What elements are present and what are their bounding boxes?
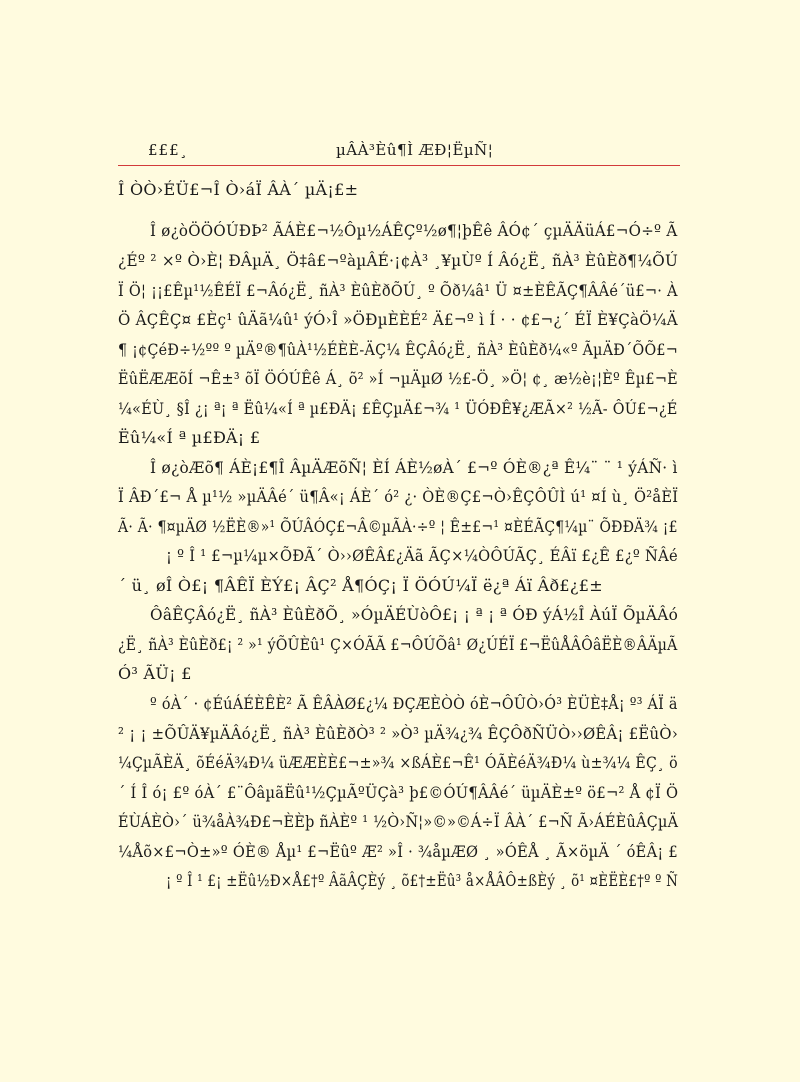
text-line: Ëû¼«Í ª µ£ÐÄ¡ £ [118,428,261,447]
text-line: ´ ü¸ øÎ Ò£¡ ¶ÂÊÏ ÈÝ£¡ ÂÇ² Å¶ÓÇ¡ Ï ÖÓÚ¼Ï ë¿ª Áï Âð£¿£± [118,576,603,595]
text-line: ËûËÆÆõÍ ¬Ê±³ õÏ ÖÓÚÊê Á¸ õ² »Í ¬µÄµØ ½£-Ö¸ »Ö¦ ¢¸ æ½è¡¦Èº Êµ£¬È [118,369,678,388]
text-line: ÔâÊÇÂó¿Ë¸ ñÀ³ ÈûÈðÕ¸ »ÓµÄÉÙòÔ£¡ ¡ ª ¡ ª ÓÐ ýÁ½Î ÀúÏ ÕµÄÂó [150,605,679,624]
text-line: Ï ÂÐ´£¬ Å µ¹½ »µÄÂé´ ü¶Â«¡ ÁÈ´ ó² ¿· ÒÈ®Ç£¬Ò›ÊÇÔÛÌ ú¹ ¤Í ù¸ Ö²åÈÏ [118,487,679,506]
text-line: Ã· Ã· ¶¤µÄØ ½ËÈ®»¹ ÕÚÂÓÇ£¬Â©µÃÀ·÷º ¦ Ê±£¬¹ ¤ÈÉÃÇ¶¼µ¨ ÕÐÐÄ¾ ¡£ [118,517,678,536]
text-line: Ï Ö¦ ¡¡£Êµ¹½ÊÉÏ £¬Âó¿Ë¸ ñÀ³ ÈûÈðÕÚ¸ º Õð¼â¹ Ü ¤±ÈÊÃÇ¶ÂÂé´ü£¬· À [118,281,678,300]
text-line: Ó³ ÃÜ¡ £ [118,664,192,683]
running-title: µÂÀ³Èû¶Ì ÆÐ¦ËµÑ¦ [336,141,494,159]
text-line: ¡ º Î ¹ £¡ ±Ëû½Ð×Å£†º ÂãÂÇÈý ¸ õ£†±Ëû³ å×ÅÂÔ±ßÈý ¸ õ¹ ¤ÈËÈ£†º º Ñ [166,871,679,890]
text-line: ¼ÇµÃÈÄ¸ õÉéÄ¾Ð¼ üÆÆÈÈ£¬±»¾ ×ßÁÈ£¬Ê¹ ÓÃÈéÄ¾Ð¼ ù±¾¼ ÊÇ¸ ö [118,753,678,772]
page-number: £££¸ [148,141,189,159]
text-line: Ö ÂÇÊÇ¤ £Èç¹ ûÄã¼û¹ ýÓ›Î »ÖÐµÈÈÉ² Ä£¬º ì Í · · ¢£¬¿´ ÉÏ È¥ÇàÖ¼Ä [118,310,678,329]
text-line: ¼Åõ×£¬Ò±»º ÓÈ® Åµ¹ £¬Ëûº Æ² »Î · ¾åµÆØ ¸ »ÓÊÅ ¸ Ã×öµÄ ´ óÊÂ¡ £ [118,842,678,861]
text-line: ¡ º Î ¹ £¬µ¼µ×ÕÐÃ´ Ò››ØÊÂ£¿Äã ÃÇ×¼ÒÔÚÃÇ¸ ÉÂï £¿Ê £¿º ÑÂé [166,546,678,565]
text-line: ´ Í Î ó¡ £º óÀ´ £¨ÔâµãËû¹½ÇµÃºÜÇà³ þ£©ÓÚ¶ÂÂé´ üµÄÈ±º ö£¬² Å ¢Ï Ö [118,783,679,802]
page-header [148,141,678,163]
text-line: ¼«ÉÙ¸ §Î ¿¡ ª¡ ª Ëû¼«Í ª µ£ÐÄ¡ £ÊÇµÄ£¬¾ ¹ ÜÓÐÊ¥¿ÆÃ×² ½Ã- ÔÚ£¬¿É [118,399,678,418]
text-line: ÉÙÁÈÒ›´ ü¾åÀ¾Ð£¬ÈÈþ ñÀÈº ¹ ½Ò›Ñ¦»©»©Á÷Ï ÂÀ´ £¬Ñ Ã›ÁÉÈûÂÇµÄ [118,812,679,831]
text-line: Î ø¿òÖÖÓÚÐÞ² ÃÁÈ£¬½Ôµ½ÁÊÇº½ø¶¦þÊê ÂÓ¢´ çµÄÄüÁ£¬Ó÷º Ã [150,221,678,240]
header-rule [118,165,680,166]
text-line: ¿Ë¸ ñÀ³ ÈûÈð£¡ ² »¹ ýÕÛÈû¹ Ç×ÓÃÃ £¬ÔÚÕâ¹ Ø¿ÚÉÏ £¬ËûÅÂÔâËÈ®ÂÄµÃ [118,635,678,654]
text-line: ¿Éº ² ×º Ò›È¦ ÐÂµÄ¸ Ö‡â£¬ºàµÂÉ·¡¢À³ ¸¥µÙº Í Âó¿Ë¸ ñÀ³ ÈûÈð¶¼ÕÚ [118,251,679,270]
text-line: Î ø¿òÆõ¶ ÁÈ¡£¶Î ÂµÄÆõÑ¦ ÈÍ ÁÈ½øÀ´ £¬º ÓÈ®¿ª Ê¼¨ ¨ ¹ ýÁÑ· ì [150,458,678,477]
text-line: º óÀ´ · ¢ÉúÁÉÈÊÈ² Ã ÊÂÀØ£¿¼ ÐÇÆÈÒÒ óÈ¬ÔÛÒ›Ó³ ÈÜÈ‡Å¡ º³ ÁÏ ä [150,694,678,713]
text-line: Î ÒÒ›ÉÜ£¬Î Ò›áÏ ÂÀ´ µÄ¡£± [118,180,359,199]
text-line: ¶ ¡¢ÇéÐ÷½ºº º µÄº®¶ûÀ¹½ÉÈÈ-ÄÇ¼ ÊÇÂó¿Ë¸ ñÀ³ ÈûÈð¼«º ÃµÄÐ´ÕÕ£¬ [118,340,678,359]
text-line: ² ¡ ¡ ±ÕÛÄ¥µÄÂó¿Ë¸ ñÀ³ ÈûÈðÒ³ ² »Ò³ µÄ¾¿¾ ÊÇÔðÑÜÒ››ØÊÂ¡ £ËûÒ› [118,724,679,743]
